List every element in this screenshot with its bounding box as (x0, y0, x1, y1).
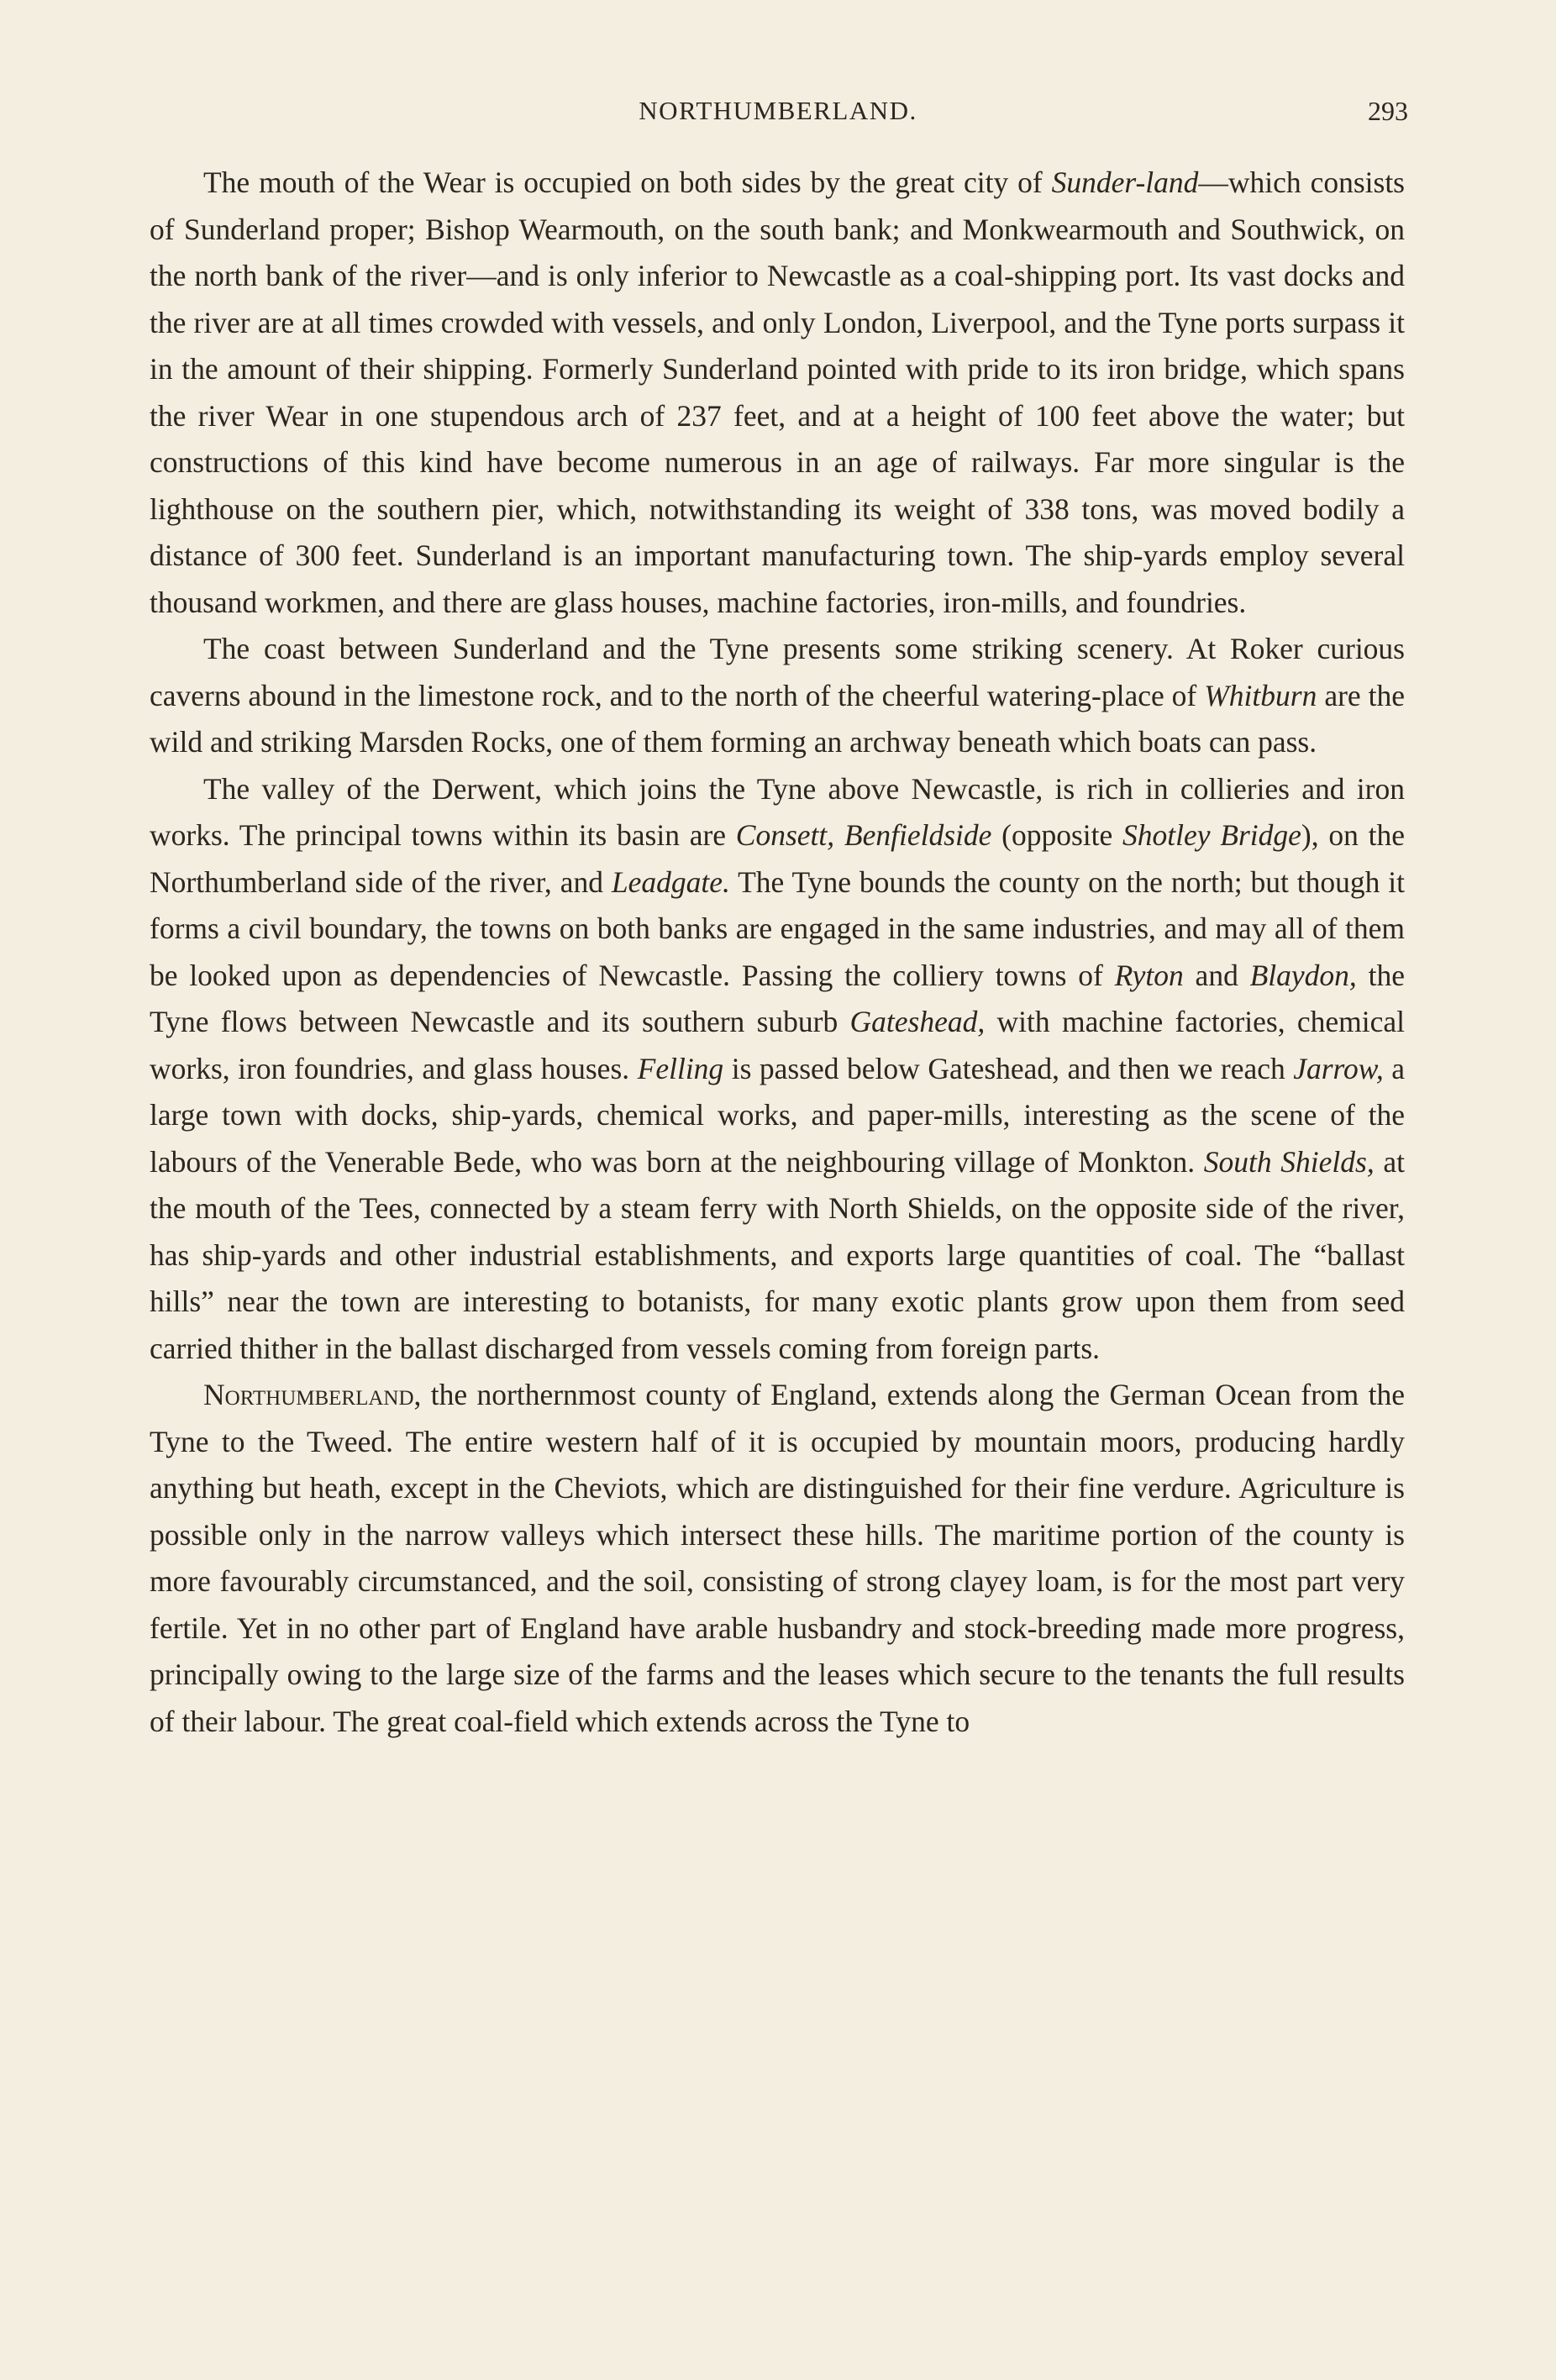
paragraph (150, 160, 1405, 626)
text-run: , the northernmost county of England, extends along the German Ocean from the Tyne to the Tweed. The entire western half of it is occupied by mountain moors, producing hardly anything but heath, except in the Cheviots, which are distinguished for their fine verdure. Agriculture is possible only in the narrow valleys which intersect these hills. The maritime portion of the county is more favourably circumstanced, and the soil, consisting of strong clayey loam, is for the most part very fertile. Yet in no other part of England have arable husbandry and stock-breeding made more progress, principally owing to the large size of the farms and the leases which secure to the tenants the full results of their labour. The great coal-field which extends across the Tyne to (150, 1378, 1405, 1738)
italic-place-name: Jarrow, (1293, 1051, 1384, 1085)
text-run: The Tyne bounds the county on the north; but though it forms a civil boundary, the towns on both banks are engaged in the same industries, and may all of them be looked upon as dependencies of Newcastle. Passing the colliery towns of (150, 864, 1406, 992)
text-run: is passed below Gateshead, and then we reach (723, 1051, 1294, 1085)
text-run: at the mouth of the Tees, connected by a steam ferry with North Shields, on the opposite side of the river, has ship-yards and other industrial establishments, and exports large quantities of coal. The “ballast hills” near the town are interesting to botanists, for many exotic plants grow upon them from seed carried thither in the ballast discharged from vessels coming from foreign parts. (150, 1144, 1405, 1365)
running-title: NORTHUMBERLAND. (639, 96, 917, 125)
text-run: the Tyne flows between Newcastle and its southern suburb (150, 958, 1405, 1038)
italic-place-name: Consett, Benfieldside (735, 818, 992, 852)
text-run: ), on the Northumberland side of the river, and (150, 818, 1405, 899)
italic-place-name: Whitburn (1204, 678, 1317, 712)
page-number: 293 (1368, 96, 1408, 126)
paragraph (150, 766, 1405, 1373)
italic-place-name: Sunder-land (1051, 165, 1199, 199)
small-caps-heading: Northumberland (203, 1378, 414, 1411)
italic-place-name: Gateshead, (849, 1005, 986, 1038)
text-run: a large town with docks, ship-yards, chemical works, and paper-mills, interesting as the scene of the labours of the Venerable Bede, who was born at the neighbouring village of Monkton. (150, 1051, 1406, 1179)
paragraph (150, 626, 1405, 766)
text-run: —which consists of Sunderland proper; Bishop Wearmouth, on the south bank; and Monkwearmouth and Southwick, on the north bank of the river—and is only inferior to Newcastle as a coal-shipping port. Its vast docks and the river are at all times crowded with vessels, and only London, Liverpool, and the Tyne ports surpass it in the amount of their shipping. Formerly Sunderland pointed with pride to its iron bridge, which spans the river Wear in one stupendous arch of 237 feet, and at a height of 100 feet above the water; but constructions of this kind have become numerous in an age of railways. Far more singular is the lighthouse on the southern pier, which, notwithstanding its weight of 338 tons, was moved bodily a distance of 300 feet. Sunderland is an important manufacturing town. The ship-yards employ several thousand workmen, and there are glass houses, machine factories, iron-mills, and foundries. (150, 165, 1405, 619)
italic-place-name: Shotley Bridge (1122, 818, 1301, 852)
running-head (148, 96, 1408, 138)
body-text (150, 160, 1405, 1745)
text-run: The coast between Sunderland and the Tyne presents some striking scenery. At Roker curious caverns abound in the limestone rock, and to the north of the cheerful watering-place of (150, 632, 1405, 712)
italic-place-name: Ryton (1114, 958, 1184, 992)
italic-place-name: Felling (637, 1051, 724, 1085)
text-run: and (1183, 958, 1250, 992)
text-run: The mouth of the Wear is occupied on both sides by the great city of (203, 165, 1052, 199)
text-run: with machine factories, chemical works, iron foundries, and glass houses. (150, 1005, 1405, 1085)
italic-place-name: South Shields, (1203, 1144, 1375, 1179)
italic-place-name: Blaydon, (1249, 958, 1357, 992)
paragraph (150, 1372, 1405, 1745)
italic-place-name: Leadgate. (611, 864, 730, 899)
text-run: are the wild and striking Marsden Rocks, one of them forming an archway beneath which boats can pass. (150, 678, 1405, 759)
text-run: The valley of the Derwent, which joins the Tyne above Newcastle, is rich in collieries and iron works. The principal towns within its basin are (150, 771, 1405, 852)
text-run: (opposite (991, 818, 1123, 852)
